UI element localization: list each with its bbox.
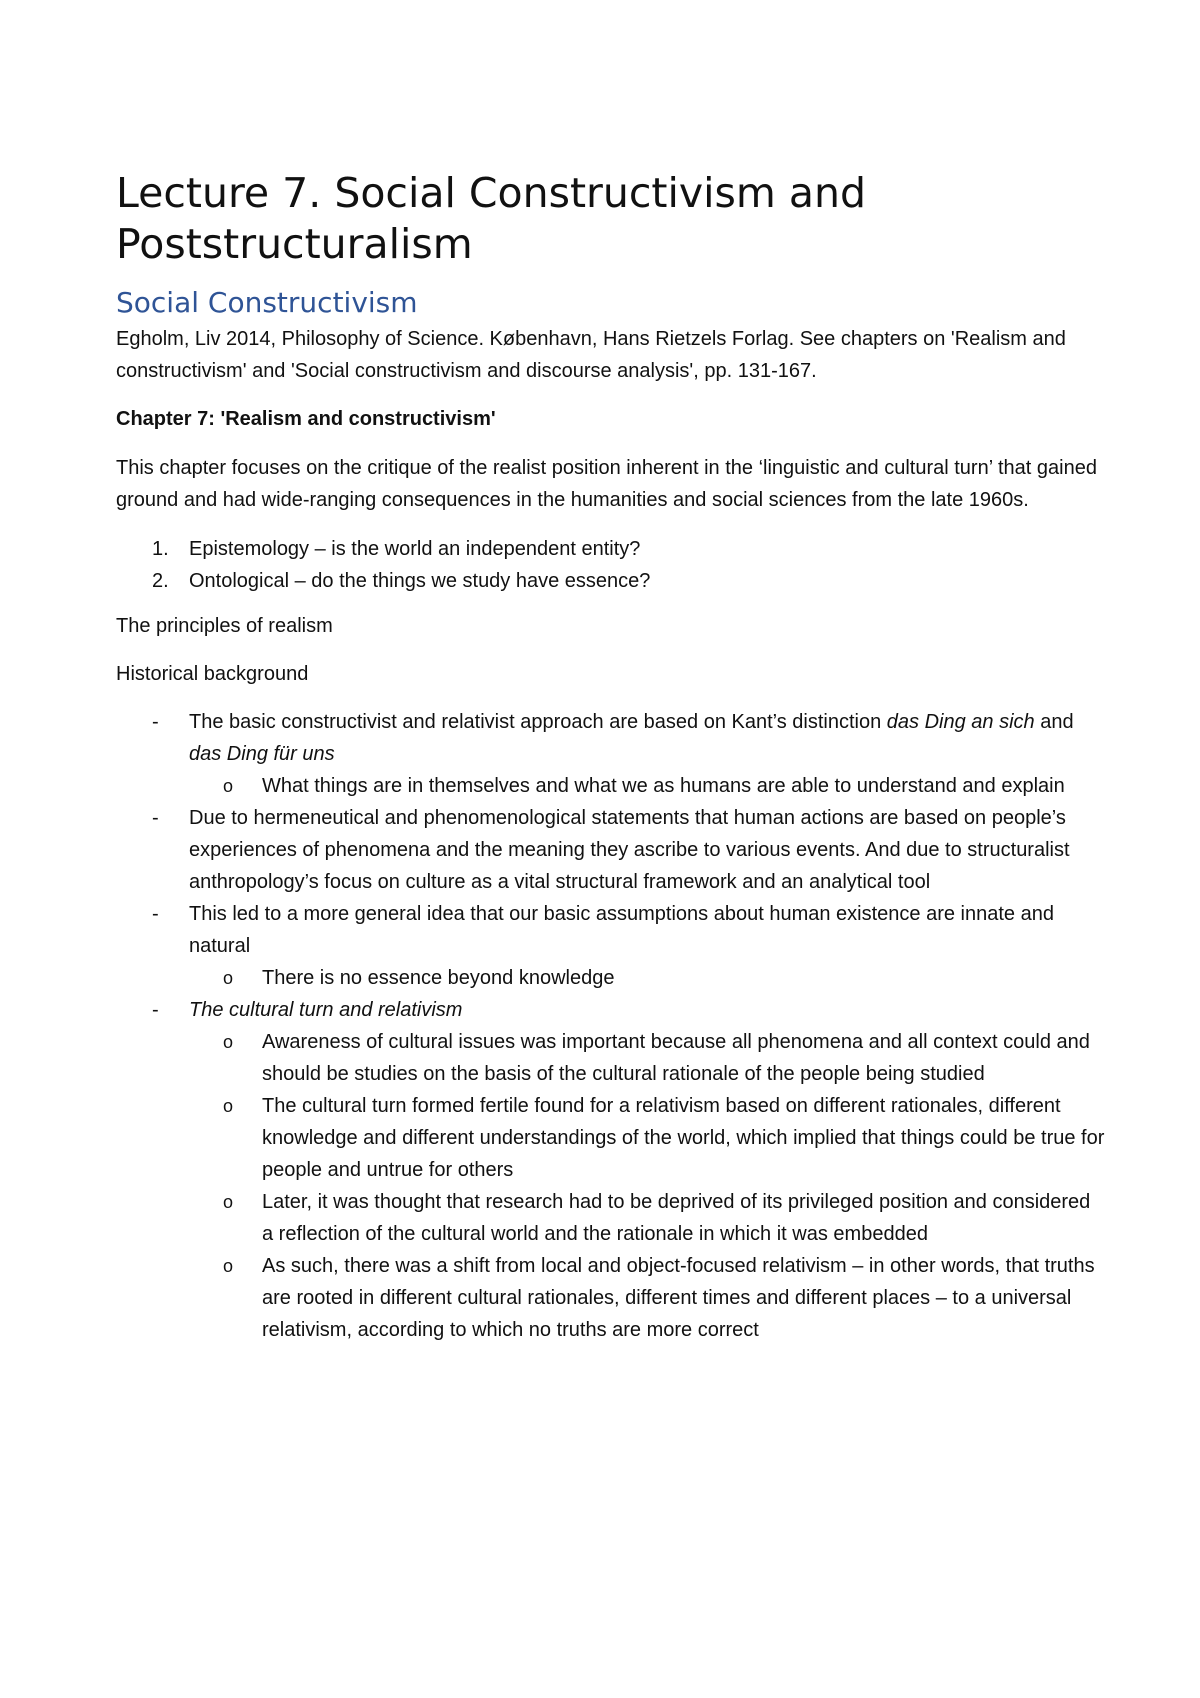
- sub-bullet-text: Later, it was thought that research had to be deprived of its privileged position and considered a reflection of the cultural world and the rationale in which it was embedded: [262, 1191, 1091, 1245]
- numbered-list: [116, 533, 1106, 597]
- section-heading: Social Constructivism: [116, 286, 418, 319]
- list-number: 2.: [152, 570, 169, 592]
- list-item: [189, 1250, 1106, 1346]
- circle-marker: o: [223, 968, 234, 988]
- historical-line: Historical background: [116, 663, 309, 685]
- dash-marker: -: [152, 807, 159, 829]
- sub-bullet-text: There is no essence beyond knowledge: [262, 967, 615, 989]
- circle-marker: o: [223, 1192, 234, 1212]
- dash-marker: -: [152, 711, 159, 733]
- bullet-text-part: and: [1034, 711, 1074, 733]
- dash-marker: -: [152, 999, 159, 1021]
- sub-list: [189, 1026, 1106, 1346]
- bullet-text: This led to a more general idea that our basic assumptions about human existence are innate and natural: [189, 903, 1054, 957]
- list-item-text: Ontological – do the things we study have essence?: [189, 570, 651, 592]
- list-item: [189, 1186, 1106, 1250]
- list-item: [116, 533, 1106, 565]
- list-item: [116, 994, 1106, 1346]
- bullet-text: [189, 711, 1074, 765]
- chapter-heading: Chapter 7: 'Realism and constructivism': [116, 408, 496, 430]
- sub-list: [189, 770, 1106, 802]
- list-number: 1.: [152, 538, 169, 560]
- list-item-text: Epistemology – is the world an independent entity?: [189, 538, 641, 560]
- dash-marker: -: [152, 903, 159, 925]
- reference-paragraph: Egholm, Liv 2014, Philosophy of Science. København, Hans Rietzels Forlag. See chapters on 'Realism and constructivism' and 'Social constructivism and discourse analysis', pp. 131-167.: [116, 328, 1066, 382]
- bullet-text: The cultural turn and relativism: [189, 999, 463, 1021]
- list-item: [116, 706, 1106, 802]
- circle-marker: o: [223, 1256, 234, 1276]
- intro-paragraph: This chapter focuses on the critique of the realist position inherent in the ‘linguistic and cultural turn’ that gained ground and had wide-ranging consequences in the humanities and social sciences from the late 1960s.: [116, 457, 1097, 511]
- sub-bullet-text: Awareness of cultural issues was important because all phenomena and all context could and should be studies on the basis of the cultural rationale of the people being studied: [262, 1031, 1090, 1085]
- sub-list: [189, 962, 1106, 994]
- circle-marker: o: [223, 1032, 234, 1052]
- circle-marker: o: [223, 1096, 234, 1116]
- list-item: [189, 770, 1106, 802]
- document-body: [116, 168, 1106, 1346]
- principles-line: The principles of realism: [116, 615, 333, 637]
- list-item: [189, 962, 1106, 994]
- list-item: [116, 802, 1106, 898]
- bullet-text: Due to hermeneutical and phenomenological statements that human actions are based on people’s experiences of phenomena and the meaning they ascribe to various events. And due to structuralist anthropology’s focus on culture as a vital structural framework and an analytical tool: [189, 807, 1070, 893]
- page-title: Lecture 7. Social Constructivism and Poststructuralism: [116, 169, 867, 268]
- italic-term: das Ding für uns: [189, 743, 335, 765]
- bullet-text-part: The basic constructivist and relativist approach are based on Kant’s distinction: [189, 711, 887, 733]
- list-item: [189, 1090, 1106, 1186]
- list-item: [116, 565, 1106, 597]
- list-item: [189, 1026, 1106, 1090]
- bullet-list: [116, 706, 1106, 1346]
- sub-bullet-text: The cultural turn formed fertile found for a relativism based on different rationales, different knowledge and different understandings of the world, which implied that things could be true for people and untrue for others: [262, 1095, 1105, 1181]
- sub-bullet-text: As such, there was a shift from local and object-focused relativism – in other words, that truths are rooted in different cultural rationales, different times and different places – to a universal relativism, according to which no truths are more correct: [262, 1255, 1095, 1341]
- italic-term: das Ding an sich: [886, 711, 1035, 733]
- sub-bullet-text: What things are in themselves and what we as humans are able to understand and explain: [262, 775, 1065, 797]
- list-item: [116, 898, 1106, 994]
- circle-marker: o: [223, 776, 234, 796]
